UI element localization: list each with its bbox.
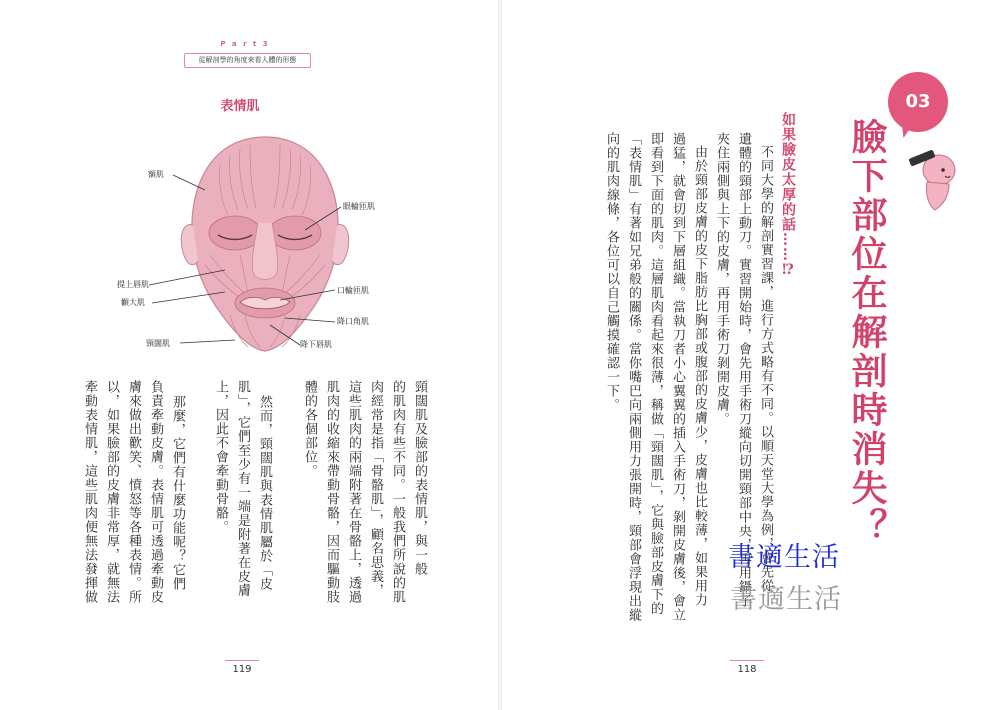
chapter-number-badge: 03 [888,72,948,132]
label-depressor-labii: 降下唇肌 [300,340,332,349]
label-platysma: 頸闊肌 [146,339,170,348]
page-number-rule [225,660,259,661]
left-text-col-2: 的肌肉有些不同。一般我們所說的肌 [390,380,405,604]
left-text-col-10: 那麼，它們有什麼功能呢？它們 [170,395,185,591]
mascot-illustration [905,140,965,215]
left-text-col-13: 以，如果臉部的皮膚非常厚，就無法 [104,380,119,604]
left-text-col-11: 負責牽動皮膚。表情肌可透過牽動皮 [148,380,163,604]
label-frontalis: 額肌 [148,170,164,179]
left-page-number [222,660,262,675]
section-subheading: 如果臉皮太厚的話……⁉ [780,112,796,279]
figure-leader-lines [0,0,500,400]
part-label: P a r t 3 [220,40,270,48]
right-text-col-5: 過猛，就會切到下層組織。當執刀者小心翼翼的插入手術刀，剝開皮膚後，會立 [670,132,685,622]
left-text-col-1: 頸闊肌及臉部的表情肌，與一般 [412,380,427,576]
right-text-col-8: 向的肌肉線條，各位可以自己觸摸確認一下。 [604,132,619,412]
left-text-col-12: 膚來做出歡笑、憤怒等各種表情。所 [126,380,141,604]
label-levator-labii: 提上唇肌 [117,280,149,289]
telescope-mascot [908,149,955,210]
left-text-col-14: 牽動表情肌，這些肌肉便無法發揮做 [82,380,97,604]
right-text-col-2: 遺體的頸部上動刀。實習開始時，會先用手術刀縱向切開頸部中央，再用鑷子 [736,132,751,608]
left-text-col-3: 肉經常是指「骨骼肌」，顧名思義， [368,380,383,598]
left-text-col-5: 肌肉的收縮來帶動骨骼，因而驅動肢 [324,380,339,604]
left-text-col-6: 體的各個部位。 [302,380,317,478]
label-depressor-anguli: 降口角肌 [337,317,369,326]
watermark-blue: 書適生活 [728,542,840,573]
right-text-col-4: 由於頸部皮膚的皮下脂肪比胸部或腹部的皮膚少，皮膚也比較薄，如果用力 [692,145,707,607]
right-text-col-7: 「表情肌」有著如兄弟般的關係。當你嘴巴向兩側用力張開時，頸部會浮現出縱 [626,132,641,622]
label-orbicularis-oris: 口輪匝肌 [337,286,369,295]
right-text-col-6: 即看到下面的肌肉。這層肌肉看起來很薄，稱做「頸闊肌」，它與臉部皮膚下的 [648,132,663,616]
watermark-gray: 書適生活 [730,584,842,615]
right-text-col-1: 不同大學的解剖實習課，進行方式略有不同。以順天堂大學為例，會先從 [758,145,773,593]
right-page-number-text: 118 [737,664,757,675]
left-text-col-4: 這些肌肉的兩端附著在骨骼上，透過 [346,380,361,604]
right-text-col-3: 夾住兩側與上下的皮膚，再用手術刀剝開皮膚。 [714,132,729,426]
label-zygomaticus: 顴大肌 [121,298,145,307]
left-text-col-8: 肌」，它們至少有一端是附著在皮膚 [235,380,250,598]
left-text-col-9: 上，因此不會牽動骨骼。 [213,380,228,534]
right-page-number [727,660,767,675]
figure-title: 表情肌 [220,99,260,114]
page-number-rule-right [730,660,764,661]
left-text-col-7: 然而，頸闊肌與表情肌屬於「皮 [257,395,272,591]
left-page-number-text: 119 [232,664,252,675]
chapter-title: 臉下部位在解剖時消失？ [846,118,887,547]
label-orbicularis-oculi: 眼輪匝肌 [343,202,375,211]
part-subtitle: 從解剖學的角度來看人體的形態 [184,53,311,68]
